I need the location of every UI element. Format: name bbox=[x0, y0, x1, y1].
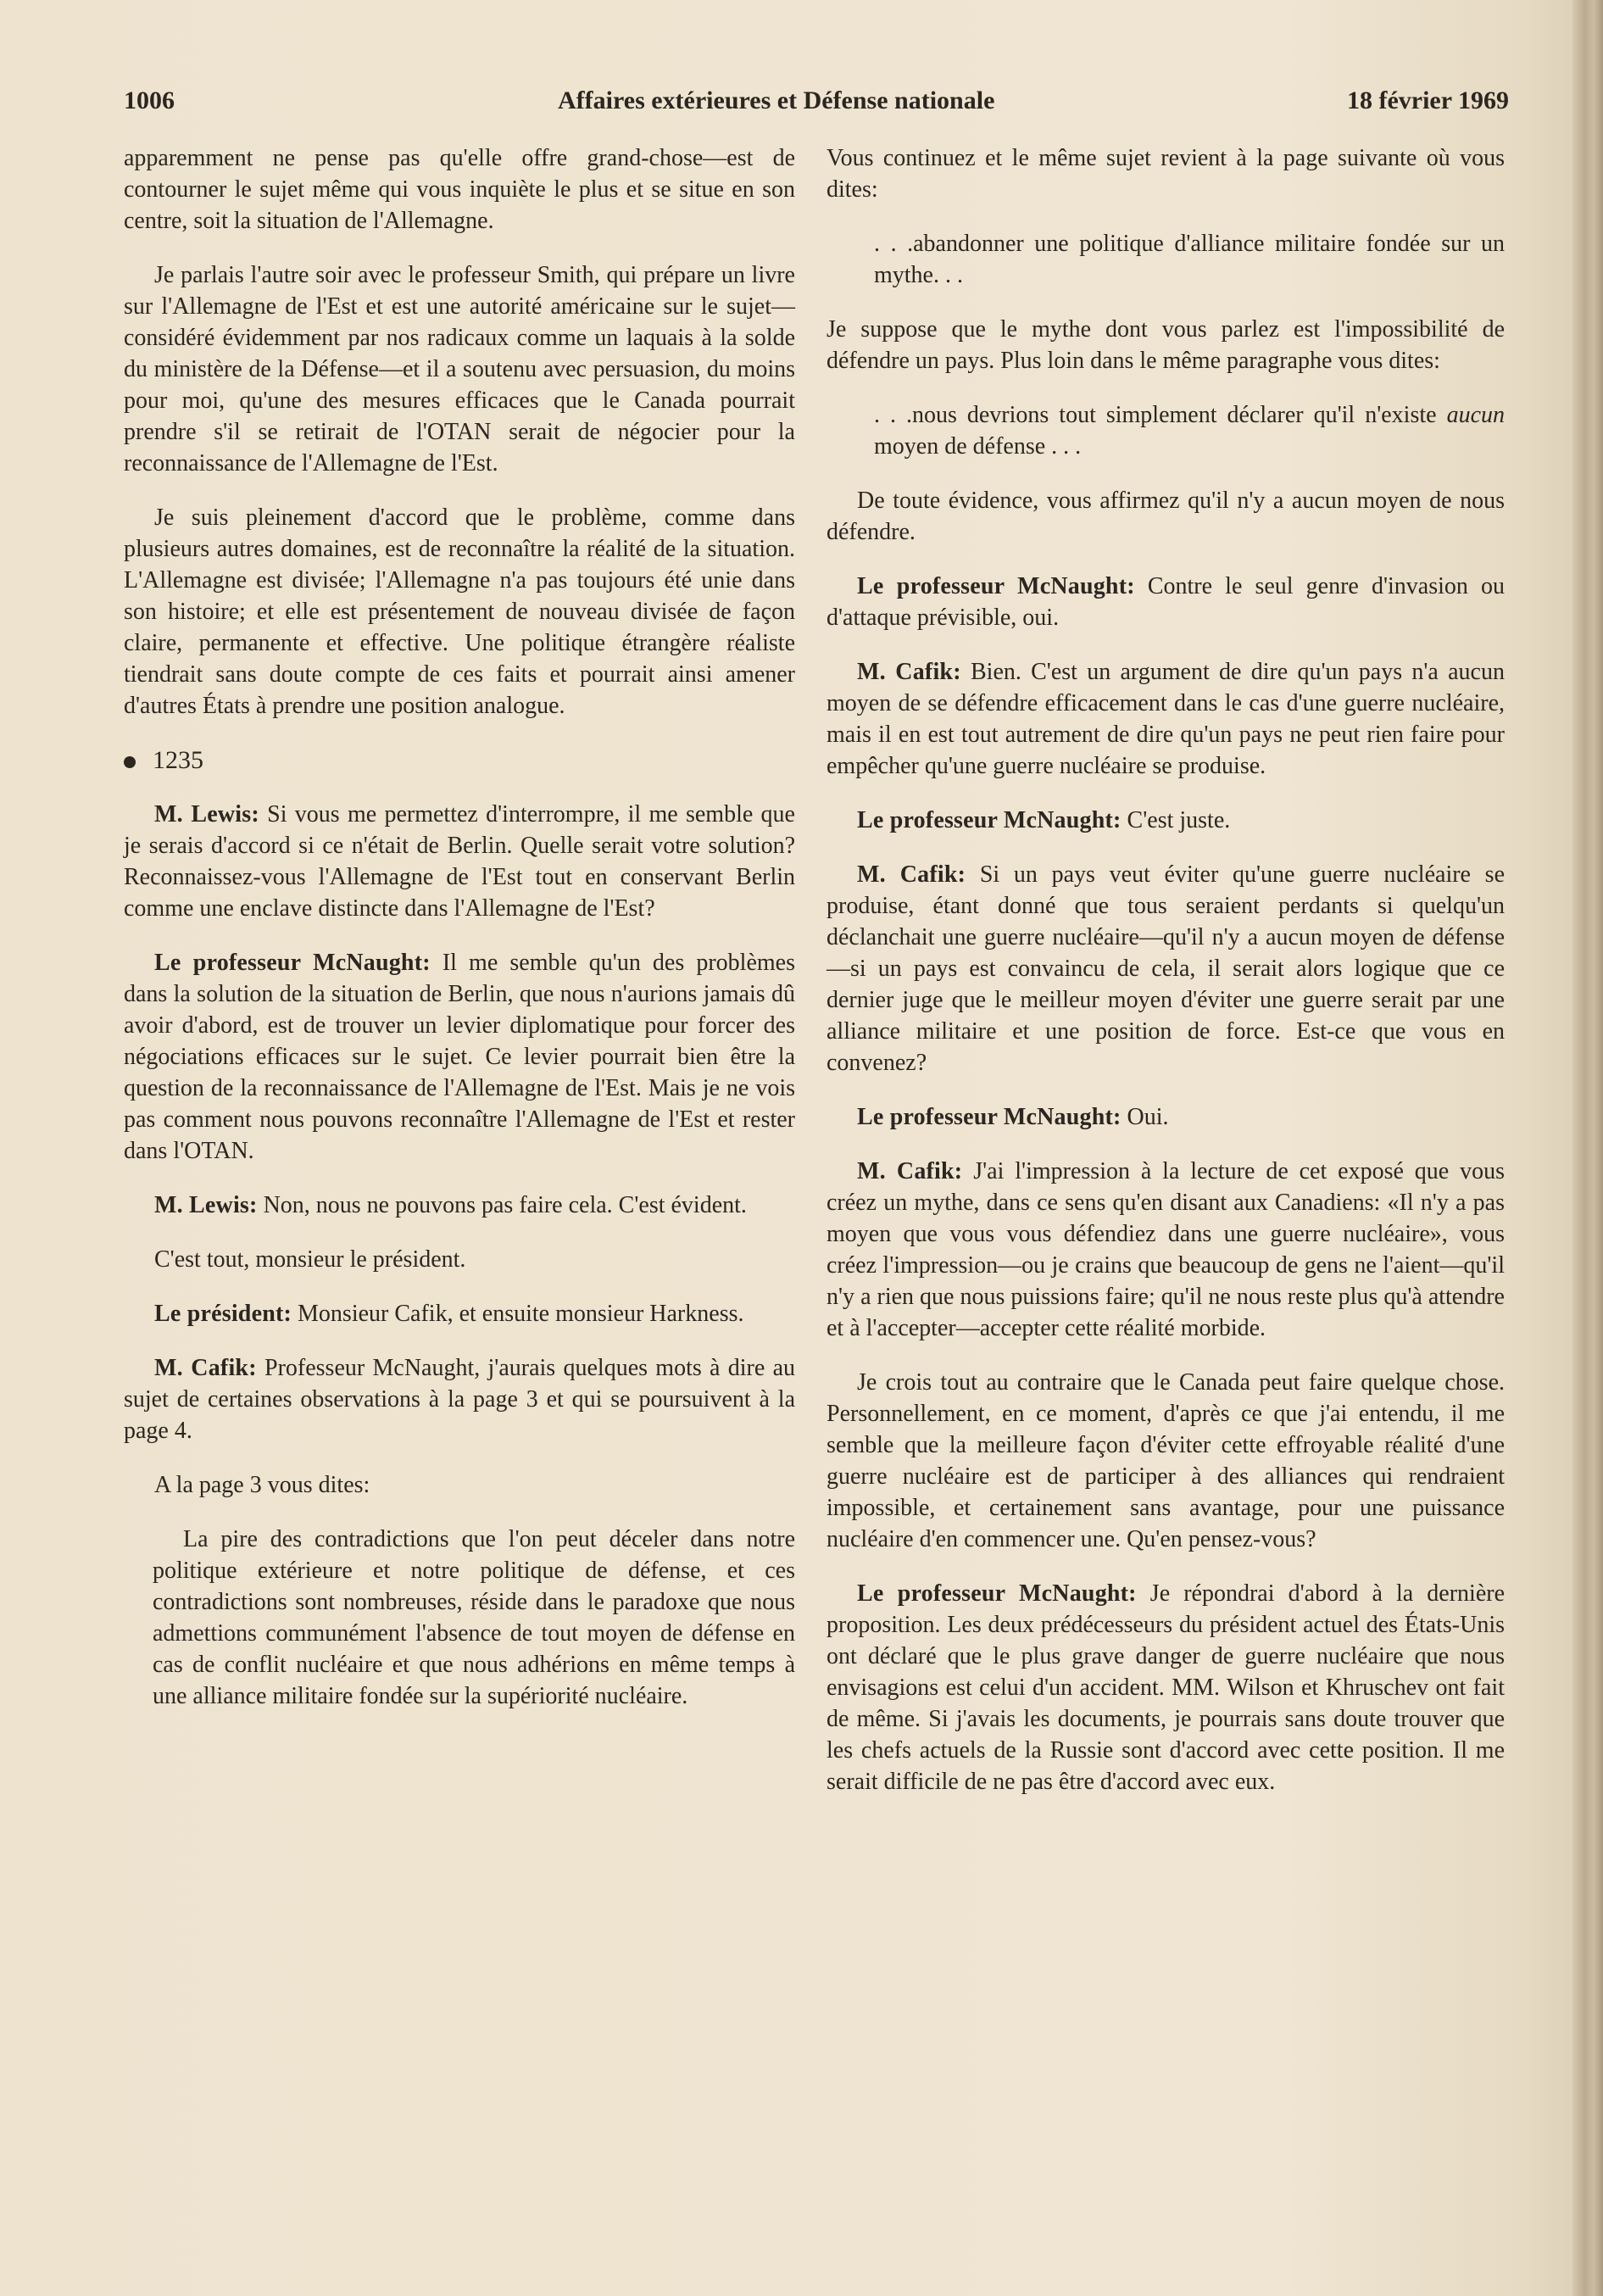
quotation bbox=[827, 399, 1505, 462]
speaker-name: M. Lewis: bbox=[154, 1192, 258, 1218]
section-marker bbox=[124, 744, 795, 776]
speaker-name: Le professeur McNaught: bbox=[154, 950, 431, 976]
paragraph: Je parlais l'autre soir avec le professeur Smith, qui prépare un livre sur l'Allemagne de l'Est et est une autorité américaine sur le sujet—considéré évidemment par nos radicaux comme un laquais à la solde du ministère de la Défense—et il a soutenu avec persuasion, du moins pour moi, qu'une des mesures efficaces que le Canada pourrait prendre s'il se retirait de l'OTAN serait de négocier pour la reconnaissance de l'Allemagne de l'Est. bbox=[124, 262, 795, 476]
page-edge bbox=[1572, 0, 1603, 2296]
speech-mcnaught bbox=[827, 571, 1505, 633]
speech-text: Si un pays veut éviter qu'une guerre nucléaire se produise, étant donné que tous seraient perdants si quelqu'un déclanchait une guerre nucléaire—qu'il n'y a aucun moyen de défense—si un pays est convaincu de cela, il serait alors logique que ce dernier juge que le meilleur moyen d'éviter une guerre serait par une alliance militaire et une position de force. Est-ce que vous en convenez? bbox=[827, 861, 1505, 1076]
page-date: 18 février 1969 bbox=[1346, 86, 1509, 114]
speech-cafik bbox=[827, 656, 1505, 782]
quote-text: . . .nous devrions tout simplement déclarer qu'il n'existe bbox=[874, 402, 1447, 428]
speaker-name: M. Cafik: bbox=[154, 1355, 257, 1381]
speaker-name: Le professeur McNaught: bbox=[857, 807, 1122, 833]
speech-text: J'ai l'impression à la lecture de cet exposé que vous créez un mythe, dans ce sens qu'en disant aux Canadiens: «Il n'y a pas moyen que vous vous défendiez dans une guerre nucléaire», vous créez l'impression—ou je crains que beaucoup de gens ne l'aient—qu'il n'y a rien que nous puissions faire; qu'il ne nous reste plus qu'à attendre et à l'accepter—accepter cette réalité morbide. bbox=[827, 1158, 1506, 1341]
paragraph: Je crois tout au contraire que le Canada peut faire quelque chose. Personnellement, en ce moment, d'après ce que j'ai entendu, il me semble que la meilleure façon d'éviter cette effroyable réalité d'une guerre nucléaire est de participer à des alliances qui rendraient impossible, et certainement sans avantage, pour une puissance nucléaire d'en commencer une. Qu'en pensez-vous? bbox=[827, 1369, 1505, 1552]
speech-president bbox=[124, 1298, 795, 1329]
speech-lewis bbox=[124, 1190, 795, 1221]
speech-text: Professeur McNaught, j'aurais quelques mots à dire au sujet de certaines observations à la page 3 et qui se poursuivent à la page 4. bbox=[124, 1355, 795, 1444]
speech-text: Je répondrai d'abord à la dernière proposition. Les deux prédécesseurs du président actuel des États-Unis ont déclaré que le plus grave danger de guerre nucléaire que nous envisagions est celui d'un accident. MM. Wilson et Khruschev ont fait de même. Si j'avais les documents, je pourrais sans doute trouver que les chefs actuels de la Russie sont d'accord avec cette position. Il me serait difficile de ne pas être d'accord avec eux. bbox=[827, 1580, 1505, 1795]
page-number: 1006 bbox=[124, 86, 175, 114]
speech-text: Monsieur Cafik, et ensuite monsieur Harkness. bbox=[292, 1301, 744, 1327]
speech-text: C'est juste. bbox=[1121, 807, 1231, 833]
quote-text: moyen de défense . . . bbox=[874, 433, 1082, 460]
paragraph: apparemment ne pense pas qu'elle offre grand-chose—est de contourner le sujet même qui vous inquiète le plus et se situe en son centre, soit la situation de l'Allemagne. bbox=[124, 145, 795, 234]
paragraph: Vous continuez et le même sujet revient à la page suivante où vous dites: bbox=[827, 145, 1505, 203]
speech-text: Si vous me permettez d'interrompre, il me semble que je serais d'accord si ce n'était de Berlin. Quelle serait votre solution? Reconnaissez-vous l'Allemagne de l'Est tout en conservant Berlin comme une enclave distincte dans l'Allemagne de l'Est? bbox=[124, 801, 795, 922]
speech-cafik bbox=[124, 1352, 795, 1446]
paragraph: A la page 3 vous dites: bbox=[154, 1472, 370, 1498]
paragraph: De toute évidence, vous affirmez qu'il n'y a aucun moyen de nous défendre. bbox=[827, 488, 1505, 545]
speech-mcnaught bbox=[124, 947, 795, 1167]
quote-emphasis: aucun bbox=[1446, 402, 1505, 428]
speech-text: Il me semble qu'un des problèmes dans la solution de la situation de Berlin, que nous n'aurions jamais dû avoir d'abord, est de trouver un levier diplomatique pour forcer des négociations efficaces sur le sujet. Ce levier pourrait bien être la question de la reconnaissance de l'Allemagne de l'Est. Mais je ne vois pas comment nous pouvons reconnaître l'Allemagne de l'Est et rester dans l'OTAN. bbox=[124, 950, 795, 1164]
paragraph: C'est tout, monsieur le président. bbox=[154, 1246, 466, 1273]
speaker-name: Le professeur McNaught: bbox=[857, 573, 1135, 599]
speech-text: Contre le seul genre d'invasion ou d'attaque prévisible, oui. bbox=[827, 573, 1505, 631]
bullet-icon bbox=[124, 756, 136, 768]
speech-mcnaught bbox=[827, 1578, 1505, 1797]
paragraph: Je suppose que le mythe dont vous parlez est l'impossibilité de défendre un pays. Plus loin dans le même paragraphe vous dites: bbox=[827, 316, 1505, 374]
speech-cafik bbox=[827, 1156, 1505, 1344]
speaker-name: M. Cafik: bbox=[857, 1158, 963, 1184]
speech-text: Bien. C'est un argument de dire qu'un pays n'a aucun moyen de se défendre efficacement dans le cas d'une guerre nucléaire, mais il en est tout autrement de dire qu'un pays ne peut rien faire pour empêcher qu'une guerre nucléaire se produise. bbox=[827, 659, 1505, 779]
page-header bbox=[124, 86, 1509, 129]
running-title: Affaires extérieures et Défense nationale bbox=[558, 86, 995, 114]
speaker-name: Le professeur McNaught: bbox=[857, 1104, 1122, 1130]
paragraph: Je suis pleinement d'accord que le problème, comme dans plusieurs autres domaines, est de reconnaître la réalité de la situation. L'Allemagne est divisée; l'Allemagne n'a pas toujours été unie dans son histoire; et elle est présentement de nouveau divisée de façon claire, permanente et effective. Une politique étrangère réaliste tiendrait sans doute compte de ces faits et pourrait ainsi amener d'autres États à prendre une position analogue. bbox=[124, 504, 795, 719]
right-column bbox=[827, 142, 1505, 1820]
speaker-name: M. Cafik: bbox=[857, 861, 966, 888]
speech-cafik bbox=[827, 859, 1505, 1078]
speaker-name: M. Cafik: bbox=[857, 659, 961, 685]
speech-text: Non, nous ne pouvons pas faire cela. C'est évident. bbox=[257, 1192, 747, 1218]
speech-mcnaught bbox=[827, 1101, 1505, 1133]
left-column bbox=[124, 142, 795, 1735]
quotation: . . .abandonner une politique d'alliance militaire fondée sur un mythe. . . bbox=[874, 231, 1505, 288]
speech-mcnaught bbox=[827, 805, 1505, 836]
speech-lewis bbox=[124, 799, 795, 924]
speech-text: Oui. bbox=[1121, 1104, 1169, 1130]
speaker-name: Le président: bbox=[154, 1301, 292, 1327]
block-quote: La pire des contradictions que l'on peut déceler dans notre politique extérieure et notre politique de défense, et ces contradictions sont nombreuses, réside dans le paradoxe que nous admettions communément l'absence de tout moyen de défense en cas de conflit nucléaire et que nous adhérions en même temps à une alliance militaire fondée sur la supériorité nucléaire. bbox=[153, 1526, 795, 1709]
marker-number: 1235 bbox=[153, 746, 203, 774]
speaker-name: M. Lewis: bbox=[154, 801, 259, 828]
speaker-name: Le professeur McNaught: bbox=[857, 1580, 1137, 1607]
